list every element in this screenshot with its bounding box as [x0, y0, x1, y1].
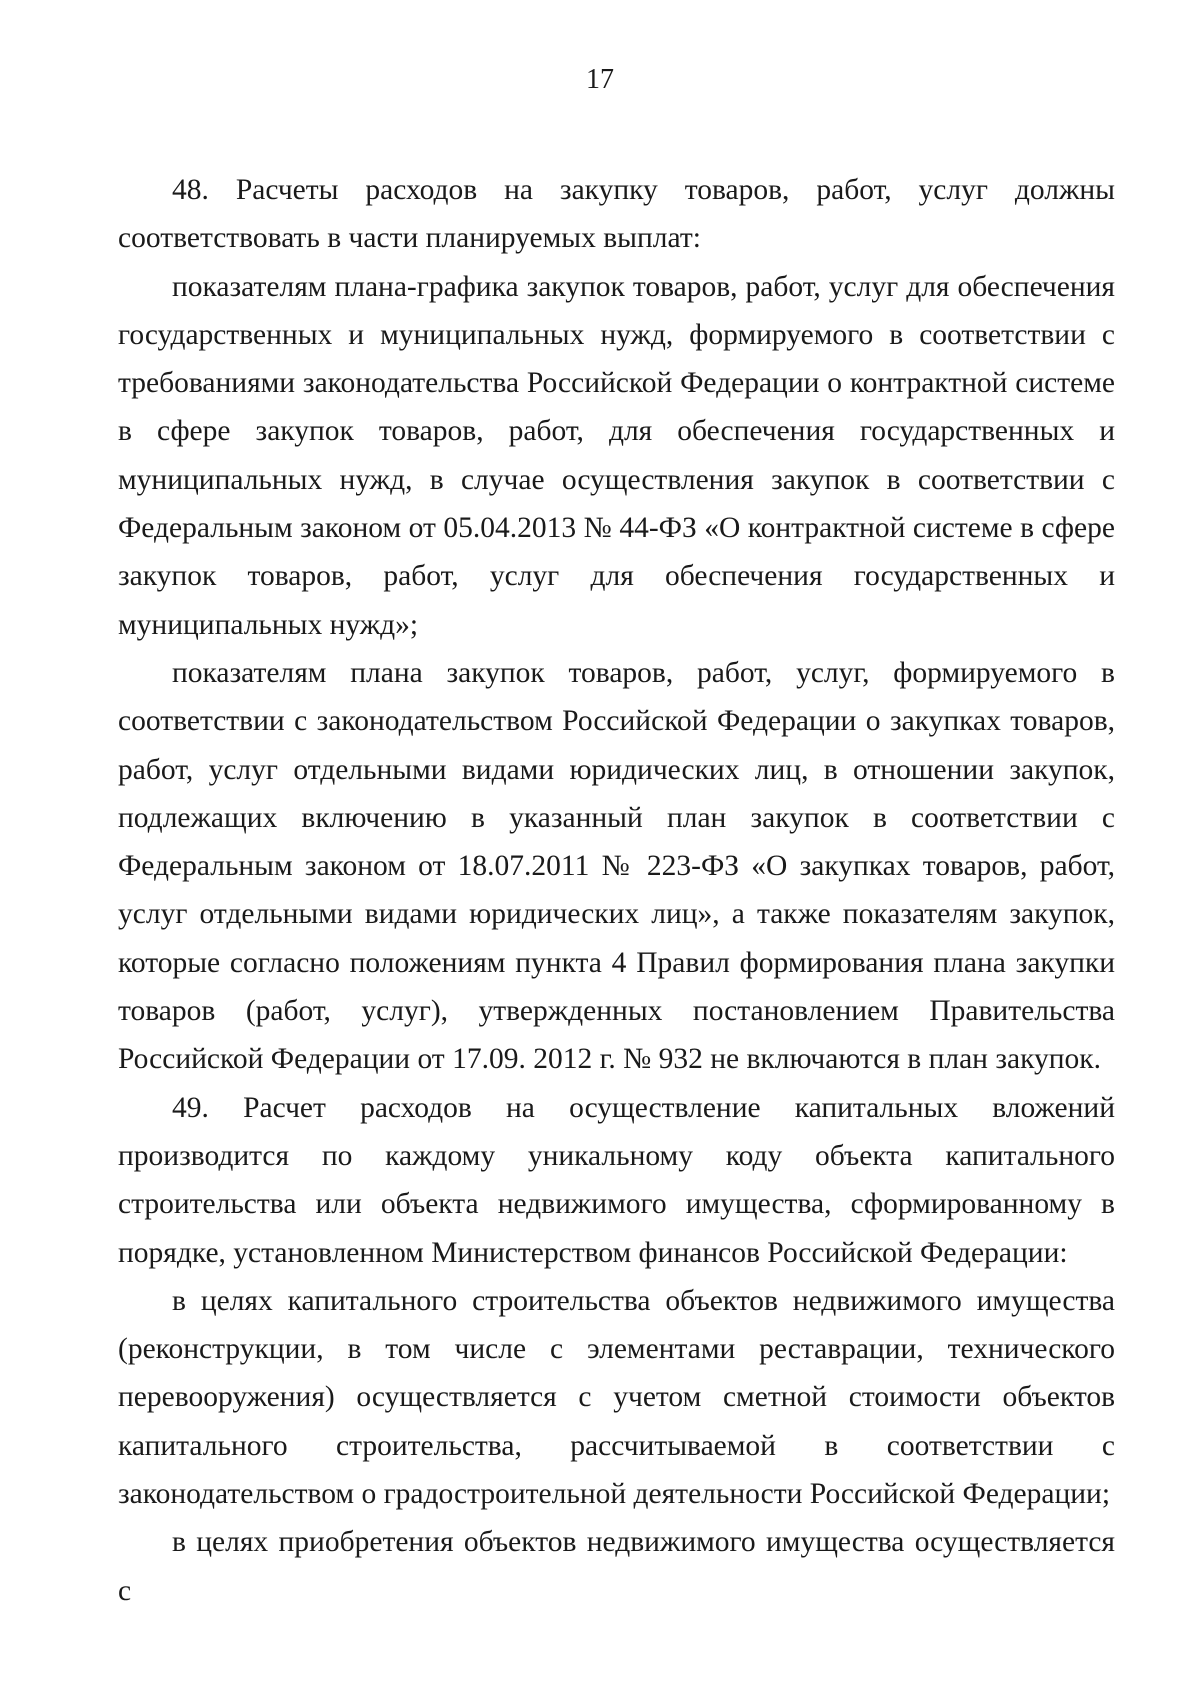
document-body — [118, 166, 1115, 1615]
paragraph-48: 48. Расчеты расходов на закупку товаров, работ, услуг должны соответствовать в части планируемых выплат: — [118, 174, 1115, 255]
paragraph-plan-schedule-indicators: показателям плана-графика закупок товаров, работ, услуг для обеспечения государственных и муниципальных нужд, формируемого в соответствии с требованиями законодательства Российской Федерации о контрактной системе в сфере закупок товаров, работ, для обеспечения государственных и муниципальных нужд, в случае осуществления закупок в соответствии с Федеральным законом от 05.04.2013 № 44-ФЗ «О контрактной системе в сфере закупок товаров, работ, услуг для обеспечения государственных и муниципальных нужд»; — [118, 270, 1115, 641]
paragraph-property-acquisition: в целях приобретения объектов недвижимого имущества осуществляется с — [118, 1526, 1115, 1607]
paragraph-capital-construction: в целях капитального строительства объектов недвижимого имущества (реконструкции, в том числе с элементами реставрации, технического перевооружения) осуществляется с учетом сметной стоимости объектов капитального строительства, рассчитываемой в соответствии с законодательством о градостроительной деятельности Российской Федерации; — [118, 1284, 1115, 1511]
paragraph-procurement-plan-indicators: показателям плана закупок товаров, работ, услуг, формируемого в соответствии с законодательством Российской Федерации о закупках товаров, работ, услуг отдельными видами юридических лиц, в отношении закупок, подлежащих включению в указанный план закупок в соответствии с Федеральным законом от 18.07.2011 № 223-ФЗ «О закупках товаров, работ, услуг отдельными видами юридических лиц», а также показателям закупок, которые согласно положениям пункта 4 Правил формирования плана закупки товаров (работ, услуг), утвержденных постановлением Правительства Российской Федерации от 17.09. 2012 г. № 932 не включаются в план закупок. — [118, 656, 1115, 1076]
paragraph-49: 49. Расчет расходов на осуществление капитальных вложений производится по каждому уникальному коду объекта капитального строительства или объекта недвижимого имущества, сформированному в порядке, установленном Министерством финансов Российской Федерации: — [118, 1091, 1115, 1269]
page-number: 17 — [586, 64, 614, 95]
